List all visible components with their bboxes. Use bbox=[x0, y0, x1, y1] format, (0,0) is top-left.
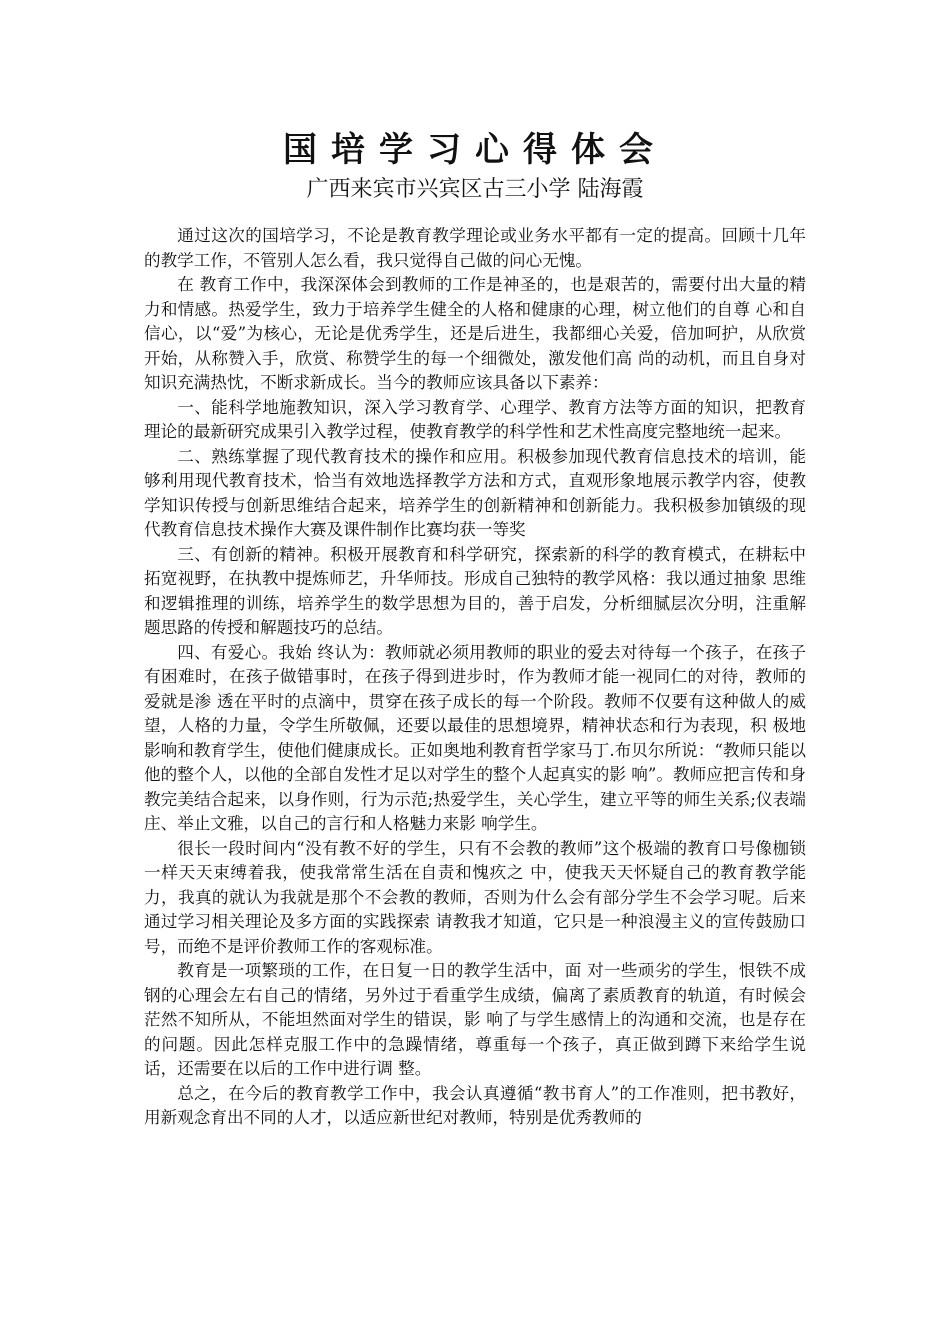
document-title: 国培学习心得体会 bbox=[283, 130, 667, 170]
paragraph-problems: 教育是一项繁琐的工作，在日复一日的教学生活中，面 对一些顽劣的学生，恨铁不成钢的心理会左右自己的情绪，另外过于看重学生成绩，偏离了素质教育的轨道，有时候会茫然不知所从，不能坦然面对学生的错误，影 响了与学生感情上的沟通和交流，也是存在的问题。因此怎样克服工作中的急躁情绪，尊重每一个孩子，真正做到蹲下来给学生说话，还需要在以后的工作中进行调 整。 bbox=[144, 961, 806, 1078]
paragraph-intro: 通过这次的国培学习，不论是教育教学理论或业务水平都有一定的提高。回顾十几年的教学工作，不管别人怎么看，我只觉得自己做的问心无愧。 bbox=[144, 226, 806, 270]
paragraph-point-one: 一、能科学地施教知识，深入学习教育学、心理学、教育方法等方面的知识，把教育理论的最新研究成果引入教学过程，使教育教学的科学性和艺术性高度完整地统一起来。 bbox=[144, 397, 806, 441]
document-body bbox=[144, 224, 806, 1131]
paragraph-conclusion: 总之，在今后的教育教学工作中，我会认真遵循“教书育人”的工作准则，把书教好，用新观念育出不同的人才，以适应新世纪对教师，特别是优秀教师的 bbox=[144, 1083, 806, 1127]
paragraph-point-two: 二、熟练掌握了现代教育技术的操作和应用。积极参加现代教育信息技术的培训，能够利用现代教育技术，恰当有效地选择教学方法和方式，直观形象地展示教学内容，使教学知识传授与创新思维结合起来，培养学生的创新精神和创新能力。我积极参加镇级的现代教育信息技术操作大赛及课件制作比赛均获一等奖 bbox=[144, 446, 806, 539]
paragraph-slogan-reflection: 很长一段时间内“没有教不好的学生，只有不会教的教师”这个极端的教育口号像枷锁一样天天束缚着我，使我常常生活在自责和愧疚之 中，使我天天怀疑自己的教育教学能力，我真的就认为我就是那个不会教的教师，否则为什么会有部分学生不会学习呢。后来通过学习相关理论及多方面的实践探索 请教我才知道，它只是一种浪漫主义的宣传鼓励口号，而绝不是评价教师工作的客观标准。 bbox=[144, 838, 806, 956]
paragraph-point-three: 三、有创新的精神。积极开展教育和科学研究，探索新的科学的教育模式，在耕耘中拓宽视野，在执教中提炼师艺，升华师技。形成自己独特的教学风格：我以通过抽象 思维和逻辑推理的训练，培养学生的数学思想为目的，善于启发，分析细腻层次分明，注重解题思路的传授和解题技巧的总结。 bbox=[144, 544, 806, 637]
author-line: 广西来宾市兴宾区古三小学 陆海霞 bbox=[306, 177, 644, 202]
paragraph-point-four: 四、有爱心。我始 终认为：教师就必须用教师的职业的爱去对待每一个孩子，在孩子有困难时，在孩子做错事时，在孩子得到进步时，作为教师才能一视同仁的对待，教师的爱就是渗 透在平时的点滴中，贯穿在孩子成长的每一个阶段。教师不仅要有这种做人的威望，人格的力量，令学生所敬佩，还要以最佳的思想境界，精神状态和行为表现，积 极地影响和教育学生，使他们健康成长。正如奥地利教育哲学家马丁.布贝尔所说：“教师只能以他的整个人，以他的全部自发性才足以对学生的整个人起真实的影 响”。教师应把言传和身教完美结合起来，以身作则，行为示范;热爱学生，关心学生，建立平等的师生关系;仪表端庄、举止文雅，以自己的言行和人格魅力来影 响学生。 bbox=[144, 642, 806, 833]
paragraph-teaching-work: 在 教育工作中，我深深体会到教师的工作是神圣的，也是艰苦的，需要付出大量的精力和情感。热爱学生，致力于培养学生健全的人格和健康的心理，树立他们的自尊 心和自信心，以“爱”为核心，无论是优秀学生，还是后进生，我都细心关爱，倍加呵护，从欣赏开始，从称赞入手，欣赏、称赞学生的每一个细微处，激发他们高 尚的动机，而且自身对知识充满热忱，不断求新成长。当今的教师应该具备以下素养： bbox=[144, 275, 806, 392]
